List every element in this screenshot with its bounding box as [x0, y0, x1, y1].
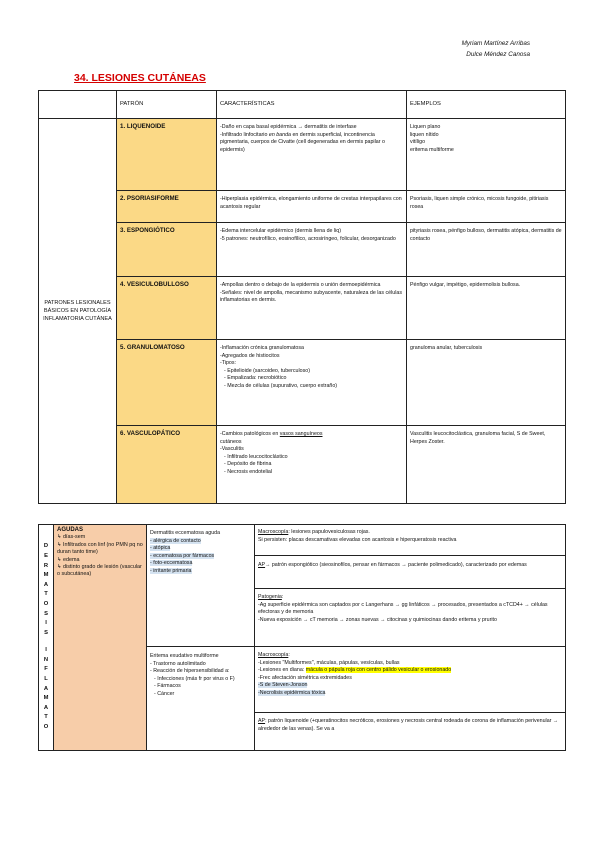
- table-row: [39, 277, 566, 340]
- char-line: -Vasculitis: [220, 446, 244, 453]
- list-item: - Cáncer: [154, 690, 175, 697]
- examples-cell: [407, 340, 566, 426]
- label-letter: M: [43, 695, 49, 702]
- section-title: Dermatitis eccematosa aguda: [150, 530, 221, 536]
- ap-text: : patrón liquenoide (+queratinocitos necróticos, erosiones y necrosis central rodeada de corona de inflamación perivenular → alrededor de las venas). Se va a: [258, 718, 559, 732]
- macro-line: -Frec afectación simétrica extremidades: [258, 674, 352, 681]
- char-line: -Señales: nivel de ampolla, mecanismo subyacente, naturaleza de las células inflamatorias en dermis.: [220, 289, 402, 304]
- vertical-label-2: [39, 646, 53, 732]
- characteristics-cell: [217, 426, 407, 504]
- char-line: - Mezcla de células (supurativo, cuerpo extraño): [224, 382, 338, 389]
- example-line: liquen nítido: [410, 131, 439, 138]
- table-row: [39, 340, 566, 426]
- macro-line: -Lesiones "Multiformes", máculas, pápulas, vesículas, bullas: [258, 659, 400, 666]
- examples-cell: [407, 277, 566, 340]
- table-row: [39, 191, 566, 223]
- macro-line: [258, 667, 562, 675]
- ap-line: [258, 562, 562, 570]
- label-letter: M: [43, 572, 49, 579]
- list-item: - Reacción de hipersensibilidad a:: [150, 668, 230, 675]
- char-line: [220, 431, 403, 439]
- char-intro: -Cambios patológicos en: [220, 431, 280, 437]
- pato-line: -Nueva exposición → cT memoria → zonas nuevas → citocinas y quimiocinas dando eritema y prurito: [258, 616, 497, 623]
- ap-2-cell: [255, 713, 566, 751]
- label-letter: A: [43, 685, 49, 692]
- ap-cell: [255, 556, 566, 589]
- pattern-cell: 3. ESPONGIÓTICO: [117, 223, 217, 277]
- list-item: - eccematosa por fármacos: [150, 552, 215, 559]
- macro-highlight: mácula o pápula roja con centro pálido vesicular o erosionado: [305, 667, 452, 674]
- examples-cell: [407, 119, 566, 191]
- example-line: pityriasis rosea, pénfigo bulloso, dermatitis atópica, dermatitis de contacto: [410, 228, 562, 242]
- ap-label: AP: [258, 562, 266, 568]
- characteristics-cell: [217, 191, 407, 223]
- char-line: -Daño en capa basal epidérmica → dermatitis de interfase: [220, 124, 357, 130]
- list-item: - foto-eccematosa: [150, 560, 193, 567]
- macro-text: -Lesiones en diana:: [258, 667, 306, 674]
- example-line: Liquen plano: [410, 124, 441, 130]
- label-letter: L: [44, 676, 48, 683]
- macro-line: Si persisten: placas descamativas elevadas con acantosis e hiperqueratosis reactiva: [258, 536, 457, 543]
- aguda-item: ↳ días-sem: [57, 534, 86, 541]
- pato-line: -Ag superficie epidérmica son captados por c Langerhans → gg linfáticos → procesados, presentados a cTCD4+ → células efectoras y de memoria: [258, 601, 548, 616]
- patogenia-cell: [255, 589, 566, 647]
- label-letter: A: [43, 704, 49, 711]
- char-line: cutáneos: [220, 438, 242, 445]
- pato-label-line: Patogenia:: [258, 594, 284, 600]
- label-letter: I: [45, 620, 47, 627]
- author-2: Dulce Méndez Canosa: [466, 51, 530, 58]
- table-row: [39, 223, 566, 277]
- ap-text: → patrón espongiótico (sieosinofilos, pensar en fármacos → paciente polimedicado), caracterizado por edemas: [265, 562, 527, 568]
- header-examples: EJEMPLOS: [407, 91, 566, 119]
- char-line: -5 patrones: neutrofílico, eosinofílico, acrosiríngeo, folicular, desorganizado: [220, 235, 396, 242]
- aguda-title: AGUDAS: [57, 527, 84, 533]
- characteristics-cell: [217, 340, 407, 426]
- list-item: - Infecciones (más fr por virus o F): [154, 675, 235, 682]
- examples-cell: [407, 191, 566, 223]
- characteristics-cell: [217, 277, 407, 340]
- header-characteristics: CARACTERÍSTICAS: [217, 91, 407, 119]
- macro-line: -S de Steven-Jonson: [258, 682, 308, 689]
- vertical-label: [39, 525, 54, 751]
- ap-label: AP: [258, 718, 266, 724]
- char-line: - Empalizada: necrobiótico: [224, 375, 287, 382]
- char-line: -Ampollas dentro o debajo de la epidermis o unión dermoepidérmica: [220, 282, 381, 288]
- example-line: Vasculitis leucocitoclástica, granuloma facial, S de Sweet, Herpes Zoster.: [410, 431, 546, 445]
- example-line: Psoriasis, liquen simple crónico, micosis fungoide, pitiriasis rosea: [410, 196, 549, 210]
- char-line: -Inflamación crónica granulomatosa: [220, 345, 304, 351]
- table-row: [39, 525, 566, 556]
- aguda-item: ↳ Infiltrados con linf (no PMN pq no duran tanto time): [57, 541, 143, 556]
- macro-label: Macroscopía: [258, 652, 289, 658]
- macroscopia-cell: [255, 525, 566, 556]
- label-letter: O: [43, 724, 49, 731]
- list-item: - irritante primaria: [150, 567, 192, 574]
- header-empty: [39, 91, 117, 119]
- examples-cell: [407, 223, 566, 277]
- char-line: - Infiltrado leucocitoclástico: [224, 453, 288, 460]
- macro-label: Macroscopía: [258, 529, 289, 535]
- macroscopia-2-cell: [255, 647, 566, 713]
- char-line: -Agregados de histiocitos: [220, 352, 280, 359]
- patterns-table: [38, 90, 566, 504]
- aguda-item: ↳ distinto grado de lesión (vascular o subcutánea): [57, 564, 142, 578]
- section-title: Eritema exudativo multiforme: [150, 653, 219, 659]
- aguda-cell: [54, 525, 147, 751]
- char-line: - Epitelioide (sarcoideo, tuberculoso): [224, 367, 310, 374]
- list-item: - Fármacos: [154, 683, 181, 690]
- aguda-item: ↳ edema: [57, 556, 80, 563]
- patterns-header-row: [39, 91, 566, 119]
- label-letter: D: [43, 543, 49, 550]
- label-letter: T: [44, 714, 48, 721]
- table-row: [39, 426, 566, 504]
- macro2-label-line: Macroscopía:: [258, 652, 290, 658]
- eritema-cell: [147, 647, 255, 751]
- page-title: 34. LESIONES CUTÁNEAS: [74, 72, 206, 84]
- pattern-cell: 2. PSORIASIFORME: [117, 191, 217, 223]
- dermatitis-eccematosa-cell: [147, 525, 255, 647]
- examples-cell: [407, 426, 566, 504]
- pattern-cell: 6. VASCULOPÁTICO: [117, 426, 217, 504]
- macro-line: -Necrolisis epidérmica tóxica: [258, 689, 326, 696]
- char-line: - Depósito de fibrina: [224, 461, 272, 468]
- row-label: PATRONES LESIONALES BÁSICOS EN PATOLOGÍA INFLAMATORIA CUTÁNEA: [39, 119, 117, 504]
- macro-line: [258, 529, 562, 537]
- pattern-cell: 4. VESICULOBULLOSO: [117, 277, 217, 340]
- characteristics-cell: [217, 223, 407, 277]
- author-1: Myriam Martínez Arribas: [461, 40, 530, 47]
- label-letter: N: [43, 656, 49, 663]
- label-letter: O: [43, 600, 49, 607]
- characteristics-cell: [217, 119, 407, 191]
- example-line: vitíligo: [410, 139, 426, 146]
- example-line: eritema multiforme: [410, 146, 454, 153]
- label-letter: S: [44, 629, 48, 636]
- label-letter: R: [43, 562, 49, 569]
- char-line: -Infiltrado linfocitario en banda en dermis superficial, incontinencia pigmentaria, cuerpos de Civatte (cell degeneradas en dermis papilar o epidermis): [220, 131, 385, 153]
- list-item: - Trastorno autolimitado: [150, 660, 206, 667]
- list-item: - atópica: [150, 545, 171, 552]
- ap-line: [258, 718, 562, 733]
- label-letter: A: [43, 581, 49, 588]
- pattern-cell: 1. LIQUENOIDE: [117, 119, 217, 191]
- label-letter: S: [44, 610, 48, 617]
- char-line: - Necrosis endotelial: [224, 468, 272, 475]
- char-line: -Edema intercelular epidérmico (dermis llena de liq): [220, 228, 341, 234]
- char-line: -Hiperplasia epidérmica, elongamiento uniforme de crestas interpapilares con acantosis regular: [220, 196, 402, 210]
- header-pattern: PATRÓN: [117, 91, 217, 119]
- pato-label: Patogenia: [258, 594, 282, 600]
- macro-text: : lesiones papulovesiculosas rojas.: [288, 529, 370, 535]
- authors: [462, 38, 530, 60]
- label-letter: F: [44, 666, 48, 673]
- label-letter: T: [44, 591, 48, 598]
- table-row: [39, 119, 566, 191]
- example-line: granuloma anular, tuberculosis: [410, 345, 483, 351]
- dermatosis-table: [38, 524, 566, 751]
- list-item: - alérgica de contacto: [150, 537, 201, 544]
- label-letter: I: [45, 647, 47, 654]
- example-line: Pénfigo vulgar, impétigo, epidermolisis bullosa.: [410, 282, 521, 288]
- char-intro-underlined: vasos sanguíneos: [279, 431, 323, 437]
- char-line: -Tipos:: [220, 360, 236, 367]
- pattern-cell: 5. GRANULOMATOSO: [117, 340, 217, 426]
- label-letter: E: [44, 552, 48, 559]
